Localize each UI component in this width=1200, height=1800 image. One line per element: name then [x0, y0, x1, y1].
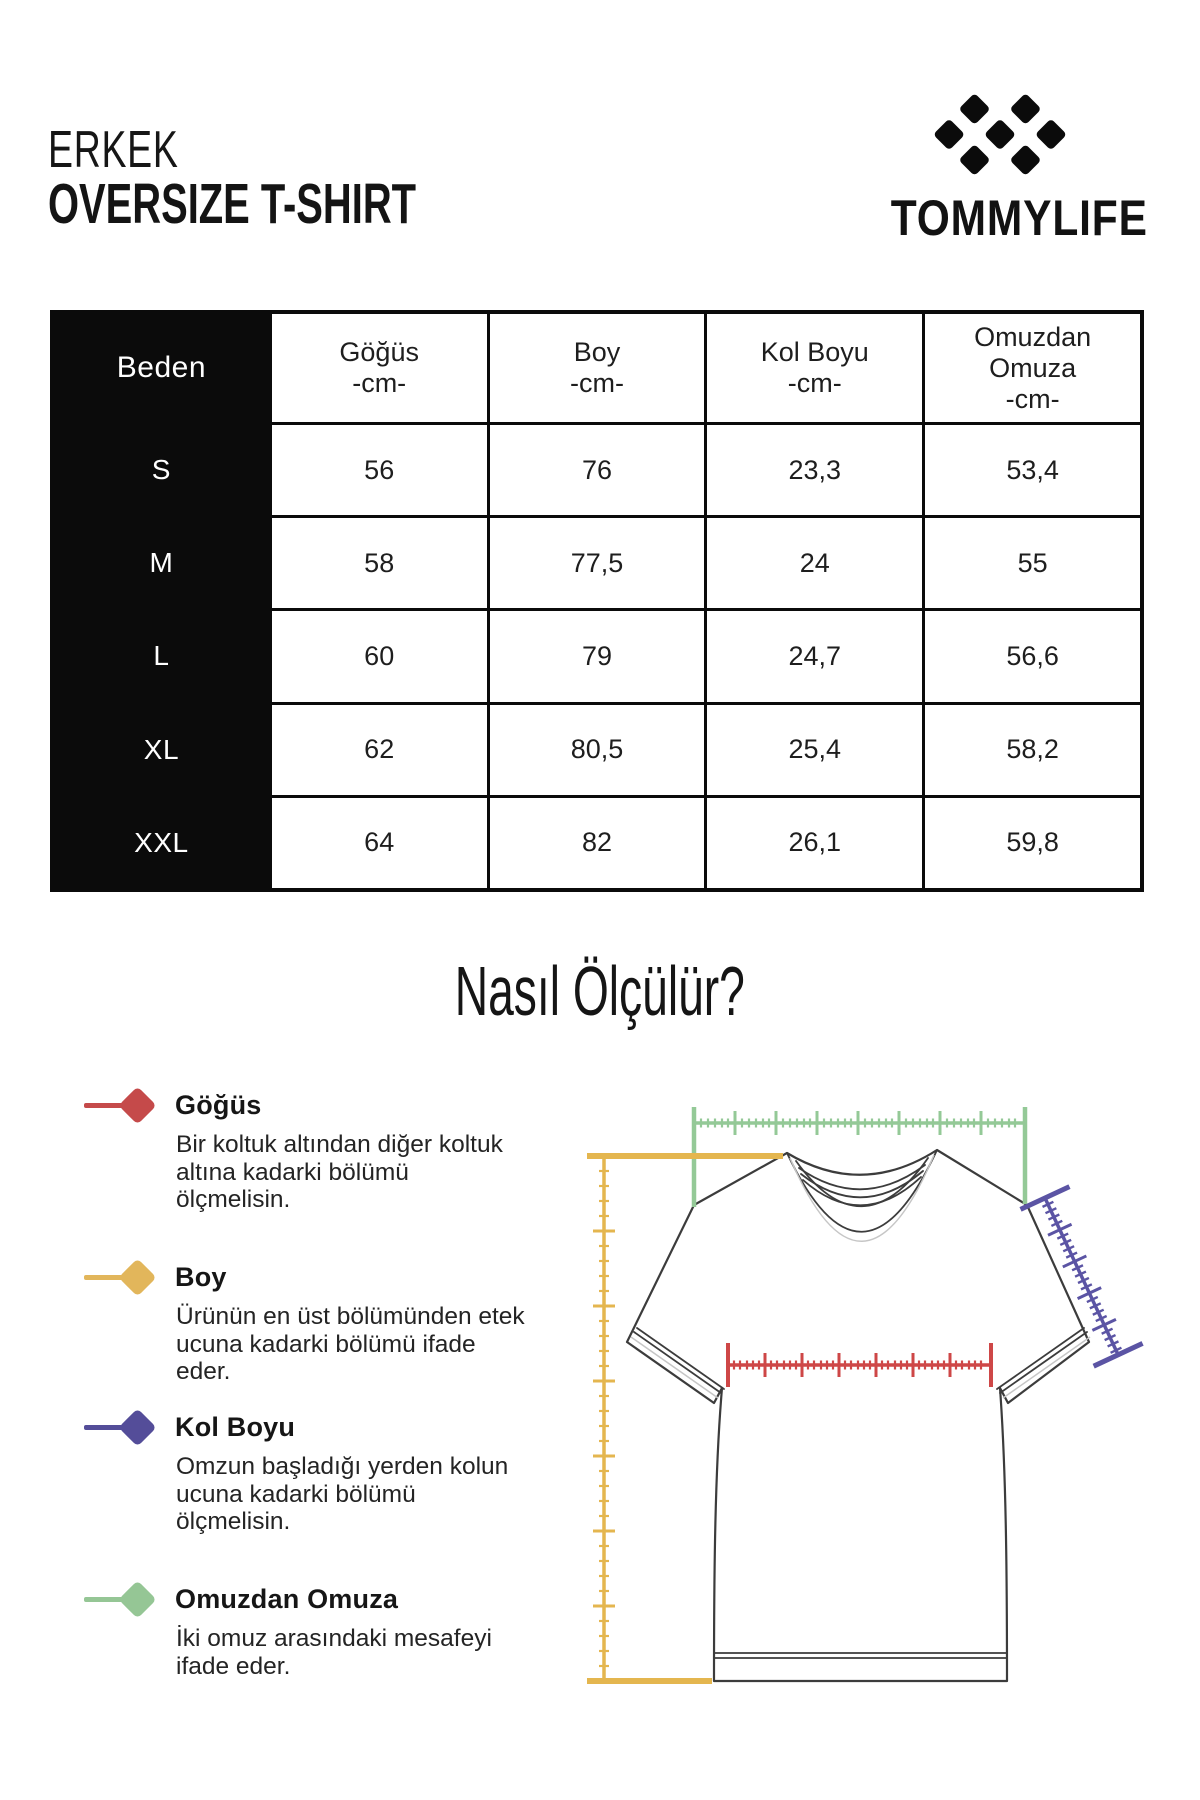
- size-cell: XXL: [54, 798, 269, 888]
- section-title: Nasıl Ölçülür?: [454, 952, 746, 1030]
- legend-description: Ürünün en üst bölümünden etek ucuna kadarki bölümü ifade eder.: [176, 1303, 525, 1385]
- value-cell: 26,1: [707, 798, 922, 888]
- diamond-icon: [118, 1580, 156, 1618]
- size-table: [50, 310, 1144, 892]
- legend-item-length: [84, 1258, 534, 1386]
- value-cell: 24,7: [707, 611, 922, 701]
- value-cell: 79: [490, 611, 705, 701]
- value-cell: 58: [272, 518, 487, 608]
- column-header-chest: Göğüs -cm-: [272, 314, 487, 422]
- value-cell: 23,3: [707, 425, 922, 515]
- value-cell: 58,2: [925, 705, 1140, 795]
- column-header-sleeve: Kol Boyu -cm-: [707, 314, 922, 422]
- legend-description: Bir koltuk altından diğer koltuk altına kadarki bölümü ölçmelisin.: [176, 1131, 503, 1213]
- diamond-icon: [118, 1408, 156, 1446]
- legend-item-sleeve: [84, 1408, 534, 1536]
- value-cell: 62: [272, 705, 487, 795]
- brand-block: [868, 92, 1148, 246]
- value-cell: 56,6: [925, 611, 1140, 701]
- product-title-text: OVERSIZE T-SHIRT: [48, 172, 417, 236]
- legend-item-chest: [84, 1086, 534, 1214]
- size-cell: S: [54, 425, 269, 515]
- tshirt-outline: [627, 1150, 1089, 1681]
- category-title: [48, 121, 229, 179]
- legend-head: [84, 1258, 534, 1296]
- legend-description: İki omuz arasındaki mesafeyi ifade eder.: [176, 1625, 492, 1680]
- value-cell: 60: [272, 611, 487, 701]
- value-cell: 56: [272, 425, 487, 515]
- legend-head: [84, 1408, 534, 1446]
- diamond-icon: [118, 1086, 156, 1124]
- value-cell: 82: [490, 798, 705, 888]
- value-cell: 53,4: [925, 425, 1140, 515]
- value-cell: 77,5: [490, 518, 705, 608]
- legend-description: Omzun başladığı yerden kolun ucuna kadarki bölümü ölçmelisin.: [176, 1453, 509, 1535]
- value-cell: 55: [925, 518, 1140, 608]
- legend-title: Omuzdan Omuza: [175, 1583, 399, 1614]
- legend-title: Kol Boyu: [175, 1411, 296, 1442]
- size-cell: L: [54, 611, 269, 701]
- legend-item-shoulder: [84, 1580, 534, 1680]
- diamond-icon: [118, 1258, 156, 1296]
- legend-title: Göğüs: [175, 1089, 262, 1120]
- tshirt-measurement-diagram: [500, 1040, 1200, 1740]
- value-cell: 24: [707, 518, 922, 608]
- brand-name: TOMMYLIFE: [890, 190, 1148, 246]
- value-cell: 64: [272, 798, 487, 888]
- size-cell: M: [54, 518, 269, 608]
- legend-title: Boy: [175, 1261, 227, 1292]
- value-cell: 76: [490, 425, 705, 515]
- column-header-shoulder: Omuzdan Omuza -cm-: [925, 314, 1140, 422]
- product-title: [48, 172, 574, 236]
- column-header-length: Boy -cm-: [490, 314, 705, 422]
- value-cell: 59,8: [925, 798, 1140, 888]
- legend-head: [84, 1086, 534, 1124]
- woven-diamonds-icon: [933, 92, 1067, 177]
- value-cell: 80,5: [490, 705, 705, 795]
- legend-head: [84, 1580, 534, 1618]
- size-cell: XL: [54, 705, 269, 795]
- category-title-text: ERKEK: [48, 121, 179, 179]
- value-cell: 25,4: [707, 705, 922, 795]
- table-corner-cell: Beden: [54, 314, 269, 422]
